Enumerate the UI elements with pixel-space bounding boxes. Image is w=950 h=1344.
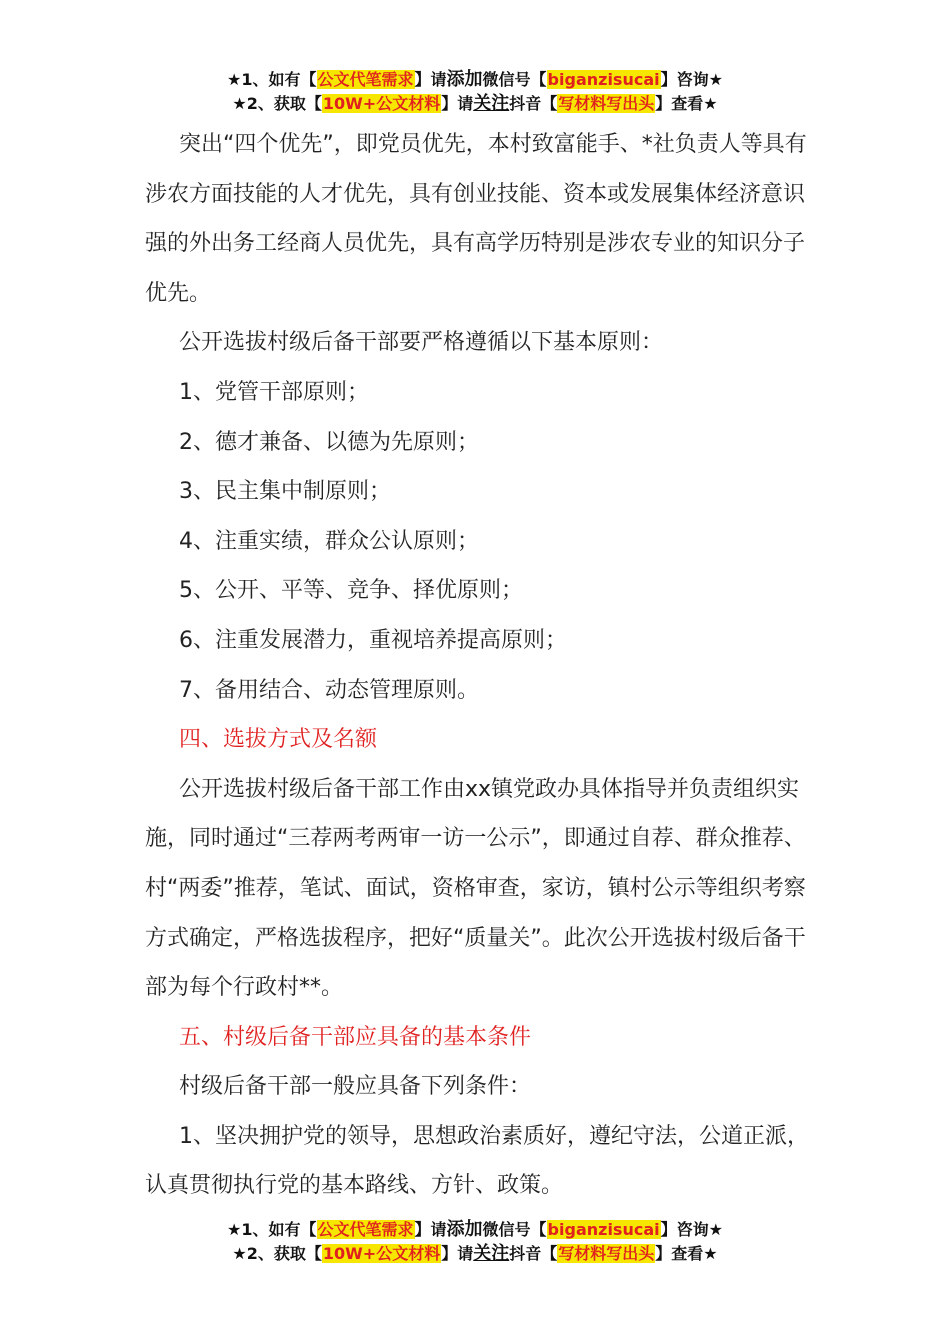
paragraph-four-priorities: 突出“四个优先”，即党员优先，本村致富能手、*社负责人等具有涉农方面技能的人才优先，具有创业技能、资本或发展集体经济意识强的外出务工经商人员优先，具有高学历特别是涉农专业的知识分子优先。: [145, 132, 807, 306]
paragraph-conditions-intro: 村级后备干部一般应具备下列条件：: [179, 1074, 532, 1100]
emphasis-follow: 关注: [473, 93, 510, 114]
highlight-wechat-id: biganzisucai: [547, 1220, 660, 1239]
highlight-writing-service: 公文代笔需求: [317, 70, 414, 89]
highlight-douyin-account: 写材料写出头: [558, 1244, 655, 1263]
principle-item: 1、党管干部原则；: [179, 379, 369, 405]
promo-line-1: ★1、如有【公文代笔需求】请添加微信号【biganzisucai】咨询★: [227, 1219, 723, 1240]
principle-item: 3、民主集中制原则；: [179, 479, 391, 505]
document-body: [145, 120, 815, 1211]
emphasis-add: 添加: [446, 1219, 483, 1240]
promo-line-2: ★2、获取【10W+公文材料】请关注抖音【写材料写出头】查看★: [232, 1243, 718, 1264]
highlight-wechat-id: biganzisucai: [547, 70, 660, 89]
section-heading-selection-method: 四、选拔方式及名额: [179, 727, 378, 753]
promo-line-1: ★1、如有【公文代笔需求】请添加微信号【biganzisucai】咨询★: [227, 69, 723, 90]
principle-item: 6、注重发展潜力，重视培养提高原则；: [179, 627, 567, 653]
promo-line-2: ★2、获取【10W+公文材料】请关注抖音【写材料写出头】查看★: [232, 93, 718, 114]
emphasis-add: 添加: [446, 69, 483, 90]
principle-item: 2、德才兼备、以德为先原则；: [179, 429, 479, 455]
section-heading-basic-conditions: 五、村级后备干部应具备的基本条件: [179, 1024, 532, 1050]
highlight-materials: 10W+公文材料: [322, 94, 441, 113]
paragraph-selection-method: 公开选拔村级后备干部工作由xx镇党政办具体指导并负责组织实施，同时通过“三荐两考两审一访一公示”，即通过自荐、群众推荐、村“两委”推荐，笔试、面试，资格审查，家访，镇村公示等组织考察方式确定，严格选拔程序，把好“质量关”。此次公开选拔村级后备干部为每个行政村**。: [145, 776, 806, 1001]
condition-item: 1、坚决拥护党的领导，思想政治素质好，遵纪守法，公道正派，认真贯彻执行党的基本路线、方针、政策。: [145, 1123, 809, 1199]
bottom-promo-banner: [0, 1218, 950, 1266]
emphasis-follow: 关注: [473, 1243, 510, 1264]
highlight-writing-service: 公文代笔需求: [317, 1220, 414, 1239]
principle-item: 4、注重实绩，群众公认原则；: [179, 528, 479, 554]
highlight-materials: 10W+公文材料: [322, 1244, 441, 1263]
highlight-douyin-account: 写材料写出头: [558, 94, 655, 113]
paragraph-principles-intro: 公开选拔村级后备干部要严格遵循以下基本原则：: [179, 330, 664, 356]
principle-item: 7、备用结合、动态管理原则。: [179, 677, 479, 703]
top-promo-banner: [0, 68, 950, 116]
principle-item: 5、公开、平等、竞争、择优原则；: [179, 578, 523, 604]
